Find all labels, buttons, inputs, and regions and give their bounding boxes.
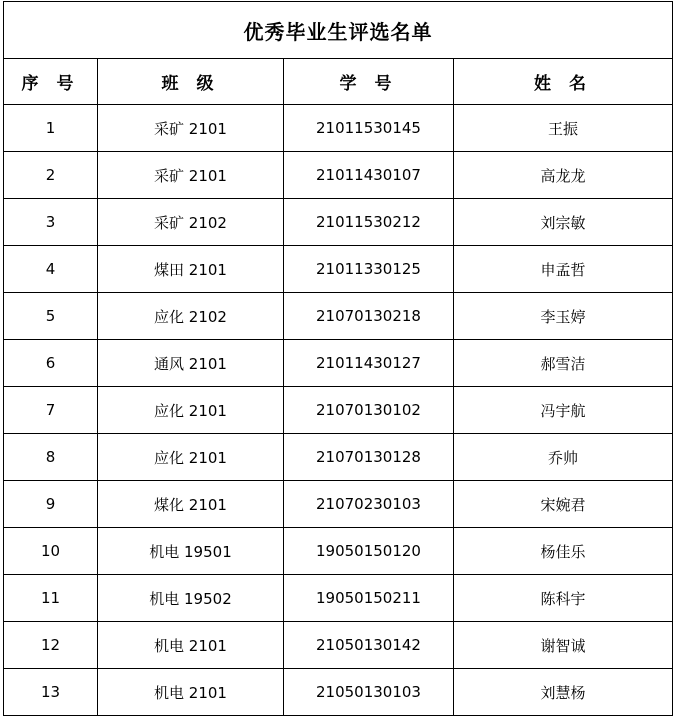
cell-seq: 4 — [4, 246, 98, 293]
cell-class: 采矿 2102 — [98, 199, 284, 246]
cell-class: 机电 2101 — [98, 622, 284, 669]
cell-name: 杨佳乐 — [454, 528, 673, 575]
table-row — [4, 434, 673, 481]
cell-class: 采矿 2101 — [98, 152, 284, 199]
cell-name: 王振 — [454, 105, 673, 152]
table-row — [4, 387, 673, 434]
cell-seq: 13 — [4, 669, 98, 716]
cell-name: 刘慧杨 — [454, 669, 673, 716]
cell-name: 谢智诚 — [454, 622, 673, 669]
table-row — [4, 622, 673, 669]
cell-student-id: 21011430127 — [284, 340, 454, 387]
header-row — [4, 59, 673, 105]
cell-class: 煤化 2101 — [98, 481, 284, 528]
cell-name: 刘宗敏 — [454, 199, 673, 246]
table-row — [4, 293, 673, 340]
cell-class: 机电 2101 — [98, 669, 284, 716]
cell-student-id: 21011530212 — [284, 199, 454, 246]
table-row — [4, 152, 673, 199]
cell-student-id: 21050130103 — [284, 669, 454, 716]
cell-student-id: 19050150120 — [284, 528, 454, 575]
cell-name: 宋婉君 — [454, 481, 673, 528]
cell-student-id: 21070130102 — [284, 387, 454, 434]
cell-student-id: 21070130128 — [284, 434, 454, 481]
table-title: 优秀毕业生评选名单 — [4, 2, 673, 59]
graduate-roster-table — [3, 1, 673, 716]
cell-student-id: 19050150211 — [284, 575, 454, 622]
cell-seq: 5 — [4, 293, 98, 340]
column-header-name: 姓 名 — [454, 59, 673, 105]
cell-seq: 1 — [4, 105, 98, 152]
table-row — [4, 481, 673, 528]
cell-seq: 2 — [4, 152, 98, 199]
cell-name: 李玉婷 — [454, 293, 673, 340]
cell-seq: 8 — [4, 434, 98, 481]
title-row — [4, 2, 673, 59]
cell-class: 煤田 2101 — [98, 246, 284, 293]
cell-student-id: 21070230103 — [284, 481, 454, 528]
cell-student-id: 21011430107 — [284, 152, 454, 199]
cell-name: 冯宇航 — [454, 387, 673, 434]
cell-seq: 6 — [4, 340, 98, 387]
cell-class: 应化 2102 — [98, 293, 284, 340]
column-header-student-id: 学 号 — [284, 59, 454, 105]
table-row — [4, 528, 673, 575]
cell-name: 申孟哲 — [454, 246, 673, 293]
cell-name: 乔帅 — [454, 434, 673, 481]
cell-seq: 11 — [4, 575, 98, 622]
cell-seq: 10 — [4, 528, 98, 575]
cell-student-id: 21050130142 — [284, 622, 454, 669]
table-row — [4, 246, 673, 293]
cell-name: 高龙龙 — [454, 152, 673, 199]
column-header-seq: 序 号 — [4, 59, 98, 105]
column-header-class: 班 级 — [98, 59, 284, 105]
table-row — [4, 340, 673, 387]
cell-student-id: 21011530145 — [284, 105, 454, 152]
table-row — [4, 575, 673, 622]
cell-seq: 7 — [4, 387, 98, 434]
cell-student-id: 21011330125 — [284, 246, 454, 293]
cell-name: 郝雪洁 — [454, 340, 673, 387]
cell-class: 采矿 2101 — [98, 105, 284, 152]
cell-class: 应化 2101 — [98, 434, 284, 481]
cell-class: 机电 19502 — [98, 575, 284, 622]
cell-class: 应化 2101 — [98, 387, 284, 434]
cell-name: 陈科宇 — [454, 575, 673, 622]
table-row — [4, 105, 673, 152]
cell-seq: 9 — [4, 481, 98, 528]
cell-class: 机电 19501 — [98, 528, 284, 575]
cell-student-id: 21070130218 — [284, 293, 454, 340]
cell-class: 通风 2101 — [98, 340, 284, 387]
table-row — [4, 669, 673, 716]
table-row — [4, 199, 673, 246]
cell-seq: 12 — [4, 622, 98, 669]
cell-seq: 3 — [4, 199, 98, 246]
